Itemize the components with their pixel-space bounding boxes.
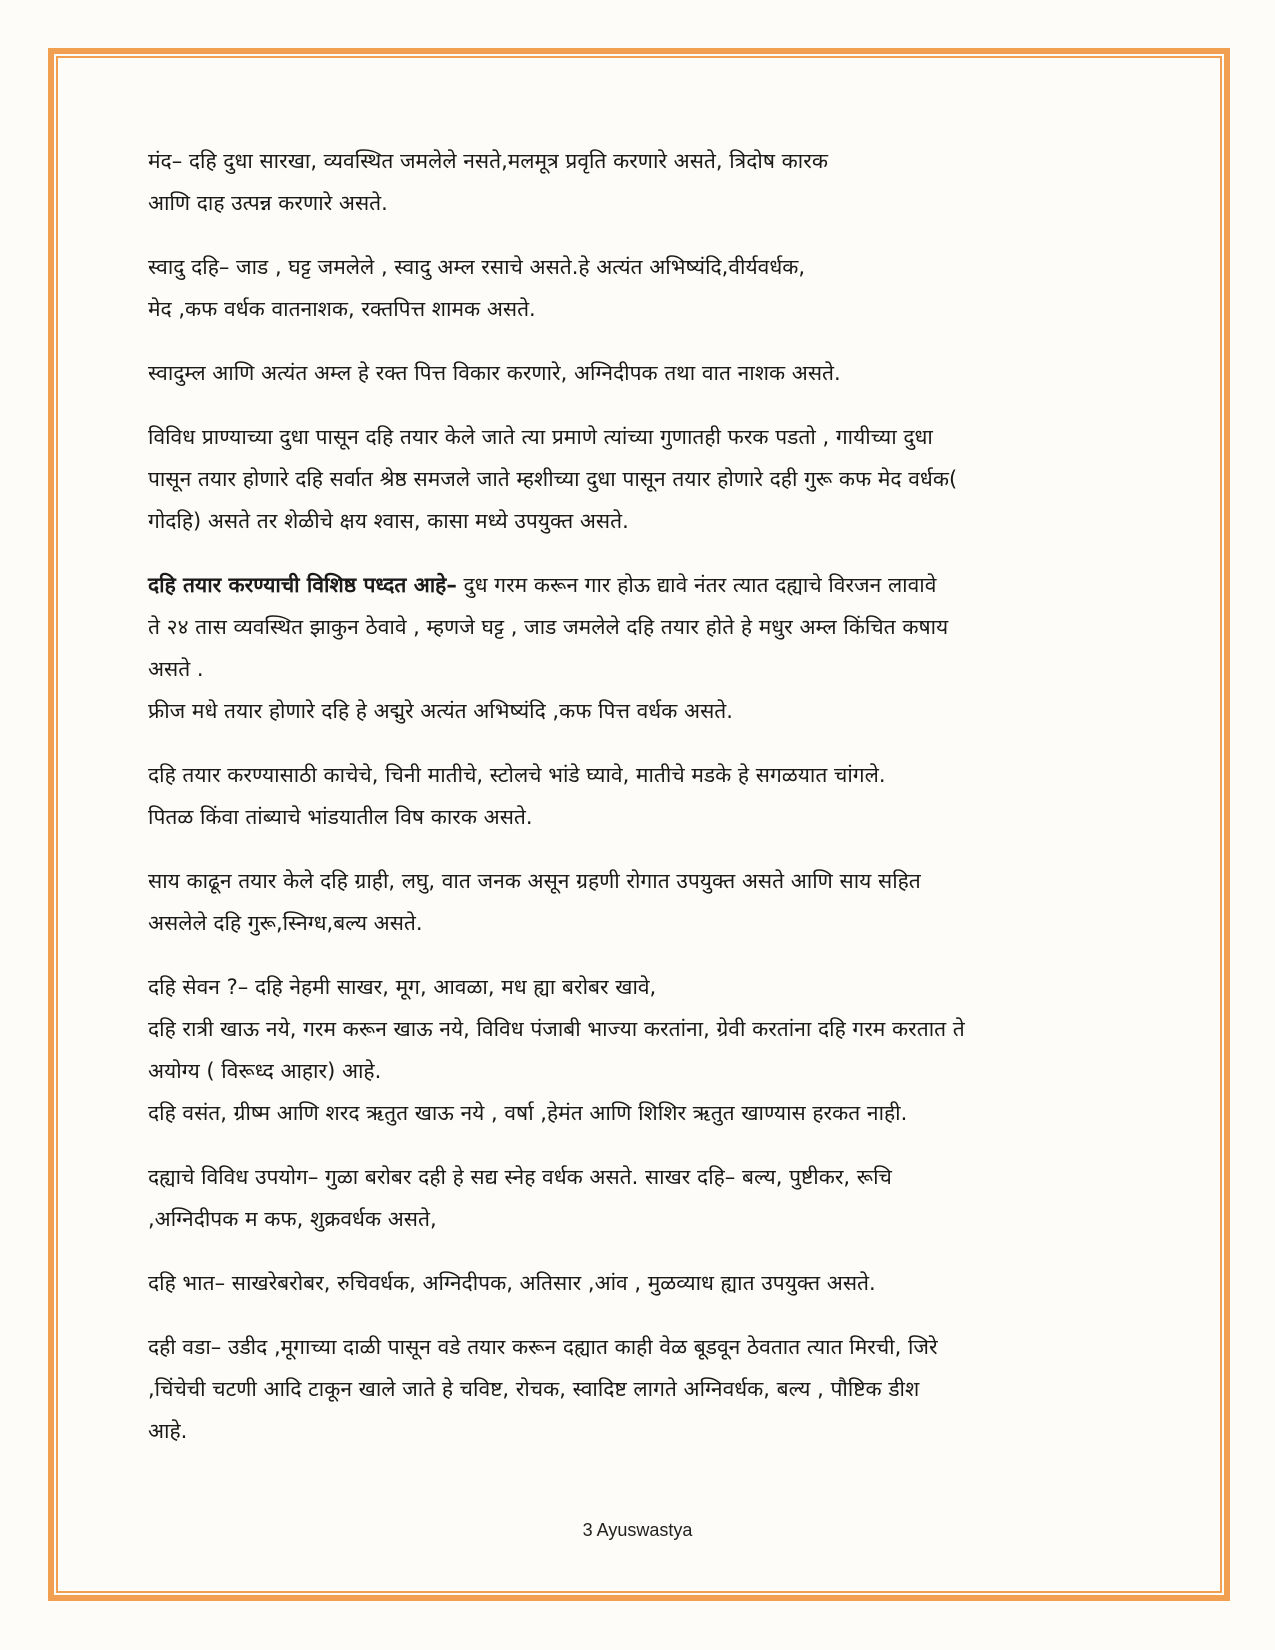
text-line: असलेले दहि गुरू,स्निग्ध,बल्य असते. (148, 911, 423, 935)
text-line: पितळ किंवा तांब्याचे भांडयातील विष कारक असते. (148, 805, 533, 829)
paragraph-swadu-dahi (148, 246, 1128, 330)
paragraph-vessels (148, 754, 1128, 838)
text-line: दहि तयार करण्यासाठी काचेचे, चिनी मातीचे, स्टोलचे भांडे घ्यावे, मातीचे मडके हे सगळयात चांगले. (148, 763, 886, 787)
text-line: दहि रात्री खाऊ नये, गरम करून खाऊ नये, विविध पंजाबी भाज्या करतांना, ग्रेवी करतांना दहि गरम करतात ते (148, 1017, 965, 1041)
text-line: दह्याचे विविध उपयोग– गुळा बरोबर दही हे सद्य स्नेह वर्धक असते. साखर दहि– बल्य, पुष्टीकर, रूचि (148, 1165, 892, 1189)
section-heading: दहि तयार करण्याची विशिष्ठ पध्दत आहे– (148, 573, 457, 597)
text-line: स्वादु दहि– जाड , घट्ट जमलेले , स्वादु अम्ल रसाचे असते.हे अत्यंत अभिष्यंदि,वीर्यवर्धक, (148, 255, 806, 279)
text-line: फ्रीज मधे तयार होणारे दहि हे अद्मुरे अत्यंत अभिष्यंदि ,कफ पित्त वर्धक असते. (148, 699, 733, 723)
text-line: असते . (148, 657, 204, 681)
text-line: ,अग्निदीपक म कफ, शुक्रवर्धक असते, (148, 1207, 437, 1231)
text-line: मंद– दहि दुधा सारखा, व्यवस्थित जमलेले नसते,मलमूत्र प्रवृति करणारे असते, त्रिदोष कारक (148, 149, 828, 173)
paragraph-uses (148, 1156, 1128, 1240)
paragraph-sai (148, 860, 1128, 944)
text-line: ,चिंचेची चटणी आदि टाकून खाले जाते हे चविष्ट, रोचक, स्वादिष्ट लागते अग्निवर्धक, बल्य , पौष्टिक डीश (148, 1377, 920, 1401)
text-line: दहि सेवन ?– दहि नेहमी साखर, मूग, आवळा, मध ह्या बरोबर खावे, (148, 975, 657, 999)
text-segment: दुध गरम करून गार होऊ द्यावे नंतर त्यात दह्याचे विरजन लावावे (456, 573, 937, 597)
text-line: पासून तयार होणारे दहि सर्वात श्रेष्ठ समजले जाते म्हशीच्या दुधा पासून तयार होणारे दही गुरू कफ मेद वर्धक( (148, 467, 958, 491)
paragraph-mand (148, 140, 1128, 224)
text-line: मेद ,कफ वर्धक वातनाशक, रक्तपित्त शामक असते. (148, 297, 536, 321)
paragraph-consumption (148, 966, 1128, 1134)
document-body (148, 140, 1128, 1474)
text-line: विविध प्राण्याच्या दुधा पासून दहि तयार केले जाते त्या प्रमाणे त्यांच्या गुणातही फरक पडतो , गायीच्या दुधा (148, 425, 933, 449)
paragraph-dahi-vada (148, 1326, 1128, 1452)
text-line: आहे. (148, 1419, 188, 1443)
page-footer: 3 Ayuswastya (582, 1520, 693, 1540)
paragraph-swadumla (148, 352, 1128, 394)
text-line: गोदहि) असते तर शेळीचे क्षय श्वास, कासा मध्ये उपयुक्त असते. (148, 509, 629, 533)
text-line (148, 564, 1128, 606)
text-line: साय काढून तयार केले दहि ग्राही, लघु, वात जनक असून ग्रहणी रोगात उपयुक्त असते आणि साय सहित (148, 869, 921, 893)
paragraph-animal-milk (148, 416, 1128, 542)
text-line: दहि वसंत, ग्रीष्म आणि शरद ऋतुत खाऊ नये , वर्षा ,हेमंत आणि शिशिर ऋतुत खाण्यास हरकत नाही. (148, 1101, 908, 1125)
text-line: अयोग्य ( विरूध्द आहार) आहे. (148, 1059, 382, 1083)
paragraph-dahi-bhat (148, 1262, 1128, 1304)
text-line: आणि दाह उत्पन्न करणारे असते. (148, 191, 388, 215)
text-line: दही वडा– उडीद ,मूगाच्या दाळी पासून वडे तयार करून दह्यात काही वेळ बूडवून ठेवतात त्यात मिरची, जिरे (148, 1335, 938, 1359)
text-line: स्वादुम्ल आणि अत्यंत अम्ल हे रक्त पित्त विकार करणारे, अग्निदीपक तथा वात नाशक असते. (148, 361, 841, 385)
text-line: ते २४ तास व्यवस्थित झाकुन ठेवावे , म्हणजे घट्ट , जाड जमलेले दहि तयार होते हे मधुर अम्ल किंचित कषाय (148, 615, 949, 639)
paragraph-preparation-method (148, 564, 1128, 732)
text-line: दहि भात– साखरेबरोबर, रुचिवर्धक, अग्निदीपक, अतिसार ,आंव , मुळव्याध ह्यात उपयुक्त असते. (148, 1271, 876, 1295)
